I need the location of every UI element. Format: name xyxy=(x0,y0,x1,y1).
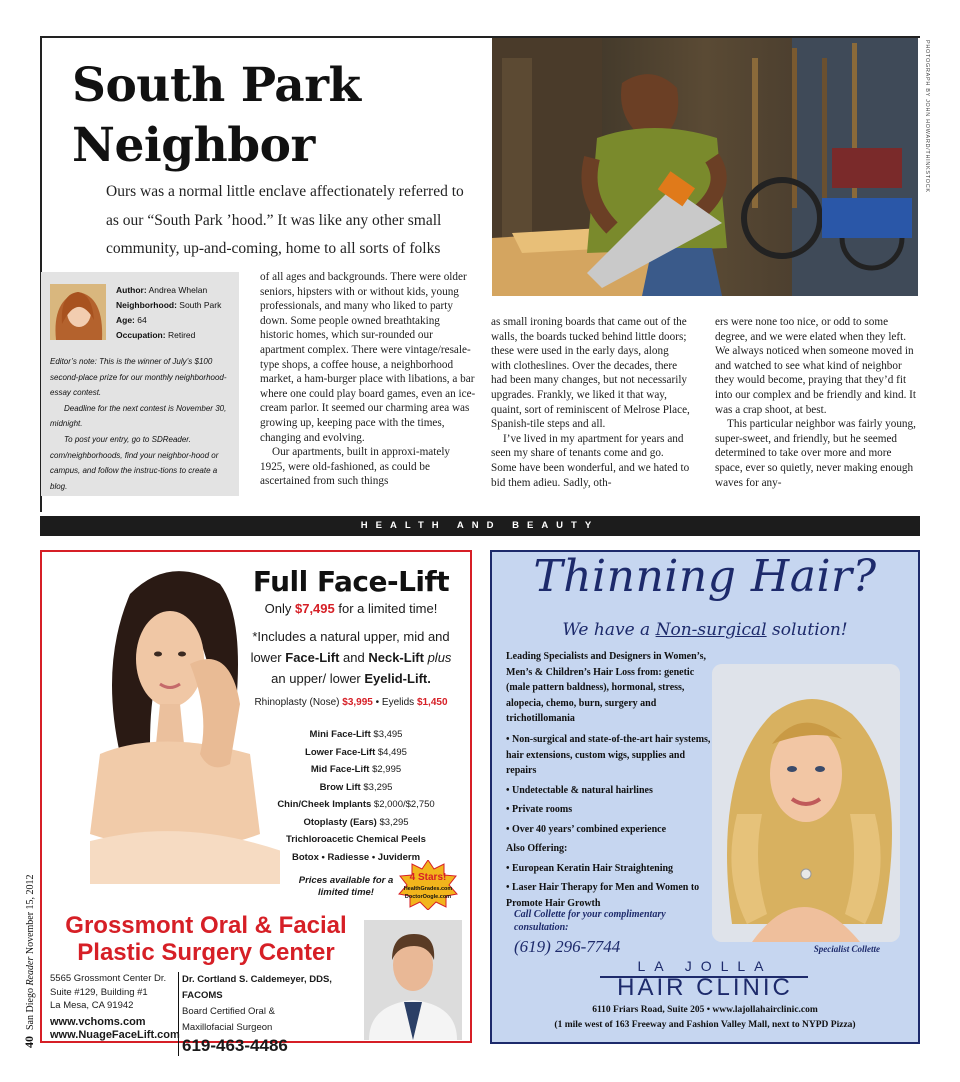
address-line-3: La Mesa, CA 91942 xyxy=(50,1000,134,1011)
facelift-offer xyxy=(240,601,462,616)
page-number: 40 xyxy=(22,1036,36,1048)
brand-la-jolla: LA JOLLA xyxy=(637,958,773,974)
website-link-nuage[interactable]: www.NuageFaceLift.com xyxy=(50,1029,180,1041)
procedure-item xyxy=(246,761,466,779)
article-photo-man-sawing xyxy=(492,38,918,296)
service-item: • Private rooms xyxy=(506,804,573,815)
includes-line-2 xyxy=(240,647,462,668)
procedure-name: Mid Face-Lift xyxy=(310,764,370,775)
star-burst-icon xyxy=(396,860,460,910)
website-link-vchoms[interactable]: www.vchoms.com xyxy=(50,1015,146,1028)
includes-text: lower xyxy=(250,650,286,665)
procedure-name: Chin/Cheek Implants xyxy=(277,799,372,810)
neighborhood-line xyxy=(116,298,221,314)
service-text: Over 40 years’ combined experience xyxy=(512,823,667,835)
subtitle-suffix: solution! xyxy=(766,620,848,640)
facelift-title: Full Face-Lift xyxy=(252,565,450,598)
facelift-includes xyxy=(240,626,462,689)
column-3-paragraph-1: ers were none too nice, or odd to some degree, and we were elated when they left. We always noticed when someone moved in and watched to see what kind of neighbor they would become, praying that they’d fit into our complex and be friendly and kind. It was a crap shoot, at best. xyxy=(715,316,917,416)
doctor-name: Dr. Cortland S. Caldemeyer, DDS, FACOMS xyxy=(182,974,332,1001)
publication-name: Reader xyxy=(25,956,36,986)
address-line-1: 5565 Grossmont Center Dr. xyxy=(50,973,167,984)
offer-suffix: for a limited time! xyxy=(334,601,438,616)
service-item: • Non-surgical and state-of-the-art hair systems, hair extensions, custom wigs, supplies and repairs xyxy=(506,734,711,776)
headline-line-1: South Park xyxy=(72,58,361,113)
age-value: 64 xyxy=(137,315,147,325)
photo-credit: PHOTOGRAPH BY JOHN HOWARD/THINKSTOCK xyxy=(924,40,930,193)
thinning-hair-subtitle xyxy=(492,620,918,640)
includes-and: and xyxy=(339,650,369,665)
occupation-line xyxy=(116,328,195,344)
doctor-cert-line-2: Maxillofacial Surgeon xyxy=(182,1022,273,1033)
author-portrait-illustration xyxy=(50,284,106,340)
article-column-2 xyxy=(491,315,691,490)
includes-plus: plus xyxy=(423,650,452,665)
includes-eyelid-prefix: an upper/ lower xyxy=(271,671,365,686)
facelift-phone[interactable]: 619-463-4486 xyxy=(182,1036,288,1055)
badge-doctoroogle-text: DoctorOogle.com xyxy=(404,894,452,900)
age-line xyxy=(116,313,147,329)
publication-prefix: San Diego xyxy=(25,985,36,1030)
brand-hair-clinic: HAIR CLINIC xyxy=(617,974,793,1001)
peels-item xyxy=(246,831,466,849)
author-label: Author: xyxy=(116,285,147,295)
hair-clinic-lead: Leading Specialists and Designers in Women’s, Men’s & Children’s Hair Loss from: genetic (male pattern baldness), hormonal, stress, alopecia, chemo, burn, surgery and trichotillomania xyxy=(506,651,707,724)
surgery-center-address xyxy=(50,972,180,1043)
headline-line-2: Neighbor xyxy=(72,118,315,173)
service-item: • Over 40 years’ combined experience xyxy=(506,823,667,835)
article-column-1 xyxy=(260,270,476,489)
editors-note xyxy=(50,354,234,494)
article-headline xyxy=(72,56,492,176)
editors-note-deadline: Deadline for the next contest is November 30, midnight. xyxy=(50,403,227,429)
column-2-paragraph-1: as small ironing boards that came out of the walls, the boards tucked behind little doors; these were used in the early days, along with clotheslines. Over the decades, there had been many changes, but not necessarily upgrades. Frankly, we liked it that way, quaint, sort of reminiscent of Melrose Place, Spanish-tile steps and all. xyxy=(491,316,690,431)
hair-clinic-address xyxy=(492,1003,918,1033)
surgery-center-name xyxy=(50,912,362,966)
column-2-paragraph-2: I’ve lived in my apartment for years and seen my share of tenants come and go. Some have been wonderful, and we hated to bid them adieu. Sadly, oth- xyxy=(491,432,690,489)
doctor-cert-line-1: Board Certified Oral & xyxy=(182,1006,275,1017)
service-text: Non-surgical and state-of-the-art hair systems, hair extensions, custom wigs, supplies and repairs xyxy=(506,734,711,776)
procedure-price: $2,995 xyxy=(372,764,402,775)
procedure-name: Lower Face-Lift xyxy=(305,746,376,758)
procedure-item xyxy=(246,726,466,744)
age-label: Age: xyxy=(116,315,135,325)
hair-clinic-address-line: 6110 Friars Road, Suite 205 • www.lajollahairclinic.com xyxy=(592,1005,818,1015)
specialist-portrait-illustration xyxy=(712,664,900,942)
service-item: • Undetectable & natural hairlines xyxy=(506,784,653,796)
procedure-name: Mini Face-Lift xyxy=(309,729,371,740)
procedure-price: $3,295 xyxy=(363,781,393,793)
peels-label: Trichloroacetic Chemical Peels xyxy=(286,834,426,845)
occupation-value: Retired xyxy=(167,330,196,340)
occupation-label: Occupation: xyxy=(116,330,166,340)
rhino-label: Rhinoplasty (Nose) xyxy=(254,697,343,708)
author-photo xyxy=(50,284,106,340)
column-3-paragraph-2: This particular neighbor was fairly young, super-sweet, and friendly, but he seemed determined to take over more and more space, ever so quietly, never making enough waves for any- xyxy=(715,418,916,489)
offer-price: $7,495 xyxy=(294,601,335,616)
article-lede: Ours was a normal little enclave affectionately referred to as our “South Park ’hood.” It was like any other small community, up-and-coming, home to all sorts of folks xyxy=(106,183,464,257)
service-text: Private rooms xyxy=(512,804,573,815)
thinning-hair-title: Thinning Hair? xyxy=(533,551,877,602)
issue-date: November 15, 2012 xyxy=(25,874,36,957)
man-sawing-illustration xyxy=(492,38,918,296)
includes-facelift: Face-Lift xyxy=(285,650,340,665)
procedure-item xyxy=(246,814,466,832)
prices-limited-note: Prices available for a limited time! xyxy=(298,875,394,898)
editors-note-instructions: To post your entry, go to SDReader. com/neighborhoods, find your neighbor-hood or campus, and follow the instruc-tions to create a blog. xyxy=(50,434,219,491)
eyelids-label: • Eyelids xyxy=(372,697,417,708)
author-name: Andrea Whelan xyxy=(148,285,208,295)
folio-text xyxy=(22,848,40,1048)
center-name-line-2: Plastic Surgery Center xyxy=(77,939,335,966)
includes-necklift: Neck-Lift xyxy=(368,650,424,665)
hair-clinic-phone[interactable]: (619) 296-7744 xyxy=(514,937,621,956)
editors-note-intro: Editor’s note: This is the winner of July’s $100 second-place prize for our monthly neighborhood-essay contest. xyxy=(50,357,227,398)
also-offering-label: Also Offering: xyxy=(506,843,568,854)
procedure-name: Brow Lift xyxy=(319,781,361,793)
page-folio xyxy=(20,850,38,1050)
procedure-price: $2,000/$2,750 xyxy=(373,799,435,810)
rhino-price: $3,995 xyxy=(342,697,373,708)
procedure-price: $3,295 xyxy=(379,816,409,828)
procedure-item xyxy=(246,744,466,762)
subtitle-prefix: We have a xyxy=(562,620,656,640)
procedure-price-list xyxy=(246,726,466,866)
also-item: • Laser Hair Therapy for Men and Women to Promote Hair Growth xyxy=(506,882,700,909)
procedure-item xyxy=(246,779,466,797)
includes-eyelid: Eyelid-Lift. xyxy=(364,671,431,686)
article-column-3 xyxy=(715,315,917,490)
doctor-info xyxy=(178,972,364,1056)
star-rating-badge xyxy=(396,860,460,910)
neighborhood-value: South Park xyxy=(179,300,222,310)
author-name-line xyxy=(116,283,207,299)
doctor-portrait-illustration xyxy=(364,920,462,1040)
badge-stars-text: 4 Stars! xyxy=(409,872,447,883)
hair-clinic-directions: (1 mile west of 163 Freeway and Fashion Valley Mall, next to NYPD Pizza) xyxy=(554,1020,856,1030)
also-item: • European Keratin Hair Straightening xyxy=(506,862,674,874)
procedure-name: Otoplasty (Ears) xyxy=(303,816,377,828)
subtitle-non-surgical: Non-surgical xyxy=(655,620,767,640)
service-text: Undetectable & natural hairlines xyxy=(512,784,653,796)
fillers-label: Botox • Radiesse • Juviderm xyxy=(291,851,421,863)
center-name-line-1: Grossmont Oral & Facial xyxy=(65,912,347,939)
section-bar-health-beauty: HEALTH AND BEAUTY xyxy=(40,516,920,536)
doctor-photo xyxy=(364,920,462,1040)
neighborhood-label: Neighborhood: xyxy=(116,300,177,310)
also-text: Laser Hair Therapy for Men and Women to Promote Hair Growth xyxy=(506,882,700,909)
column-1-paragraph-1: of all ages and backgrounds. There were older seniors, hipsters with or without kids, young professionals, and many who liked to party down. Some people owned breathtaking historic homes, which sur-rounded our apartment complex. There were vintage/resale-type shops, a coffee house, a neighborhood market, a ham-burger place with libations, a bar where one could play board games, even an ice-cream parlor. It seemed our charming area was growing up, keeping pace with the times, changing and evolving. xyxy=(260,271,476,444)
includes-line-3 xyxy=(240,668,462,689)
hair-services-list xyxy=(506,732,716,915)
specialist-photo xyxy=(712,664,900,942)
procedure-price: $3,495 xyxy=(373,729,403,740)
eyelids-price: $1,450 xyxy=(416,697,448,708)
also-text: European Keratin Hair Straightening xyxy=(512,862,674,874)
procedure-price: $4,495 xyxy=(377,746,407,758)
consultation-call: Call Collette for your complimentary consultation: xyxy=(514,909,666,933)
badge-healthgrades-text: HealthGrades.com xyxy=(403,886,453,892)
procedure-item xyxy=(246,796,466,814)
includes-line-1: *Includes a natural upper, mid and xyxy=(252,629,450,644)
column-1-paragraph-2: Our apartments, built in approxi-mately 1925, were old-fashioned, as could be ascertained from such things xyxy=(260,446,451,488)
address-line-2: Suite #129, Building #1 xyxy=(50,986,148,998)
rhinoplasty-eyelids-line xyxy=(240,697,462,708)
offer-prefix: Only xyxy=(264,601,295,616)
specialist-caption: Specialist Collette xyxy=(813,944,880,954)
